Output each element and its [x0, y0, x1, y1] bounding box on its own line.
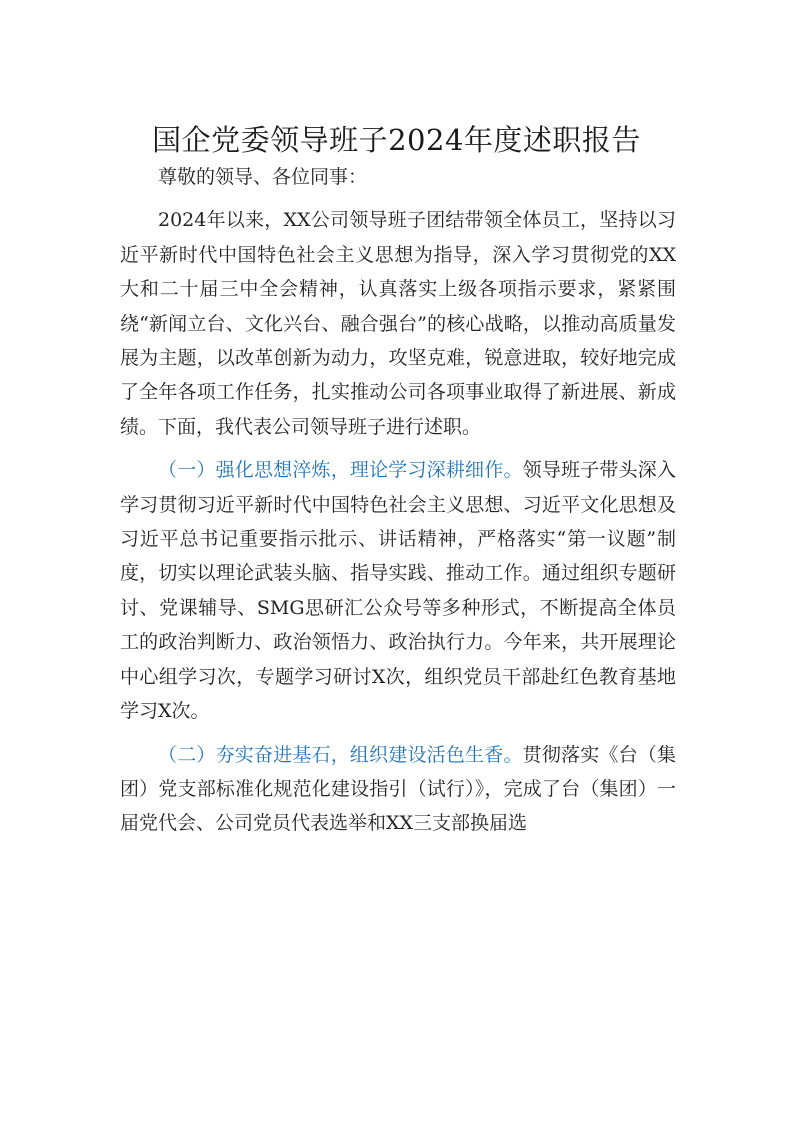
document-body	[120, 160, 676, 841]
section-2-paragraph	[120, 738, 676, 841]
section-1-heading: （一）强化思想淬炼，理论学习深耕细作。	[158, 459, 523, 482]
document-title: 国企党委领导班子2024年度述职报告	[152, 123, 641, 157]
salutation: 尊敬的领导、各位同事：	[158, 166, 368, 188]
section-2-heading: （二）夯实奋进基石，组织建设活色生香。	[158, 743, 523, 766]
section-2-text: 贯彻落实《台（集团）党支部标准化规范化建设指引（试行）》，完成了台（集团）一届党代会、公司党员代表选举和XX三支部换届选	[120, 743, 676, 835]
section-1-paragraph	[120, 453, 676, 728]
intro-paragraph: 2024年以来，XX公司领导班子团结带领全体员工，坚持以习近平新时代中国特色社会主义思想为指导，深入学习贯彻党的XX大和二十届三中全会精神，认真落实上级各项指示要求，紧紧围绕“新闻立台、文化兴台、融合强台”的核心战略，以推动高质量发展为主题，以改革创新为动力，攻坚克难，锐意进取，较好地完成了全年各项工作任务，扎实推动公司各项事业取得了新进展、新成绩。下面，我代表公司领导班子进行述职。	[120, 209, 676, 438]
section-1-text: 领导班子带头深入学习贯彻习近平新时代中国特色社会主义思想、习近平文化思想及习近平总书记重要指示批示、讲话精神，严格落实“第一议题”制度，切实以理论武装头脑、指导实践、推动工作。通过组织专题研讨、党课辅导、SMG思研汇公众号等多种形式，不断提高全体员工的政治判断力、政治领悟力、政治执行力。今年来，共开展理论中心组学习次，专题学习研讨X次，组织党员干部赴红色教育基地学习X次。	[120, 459, 676, 723]
